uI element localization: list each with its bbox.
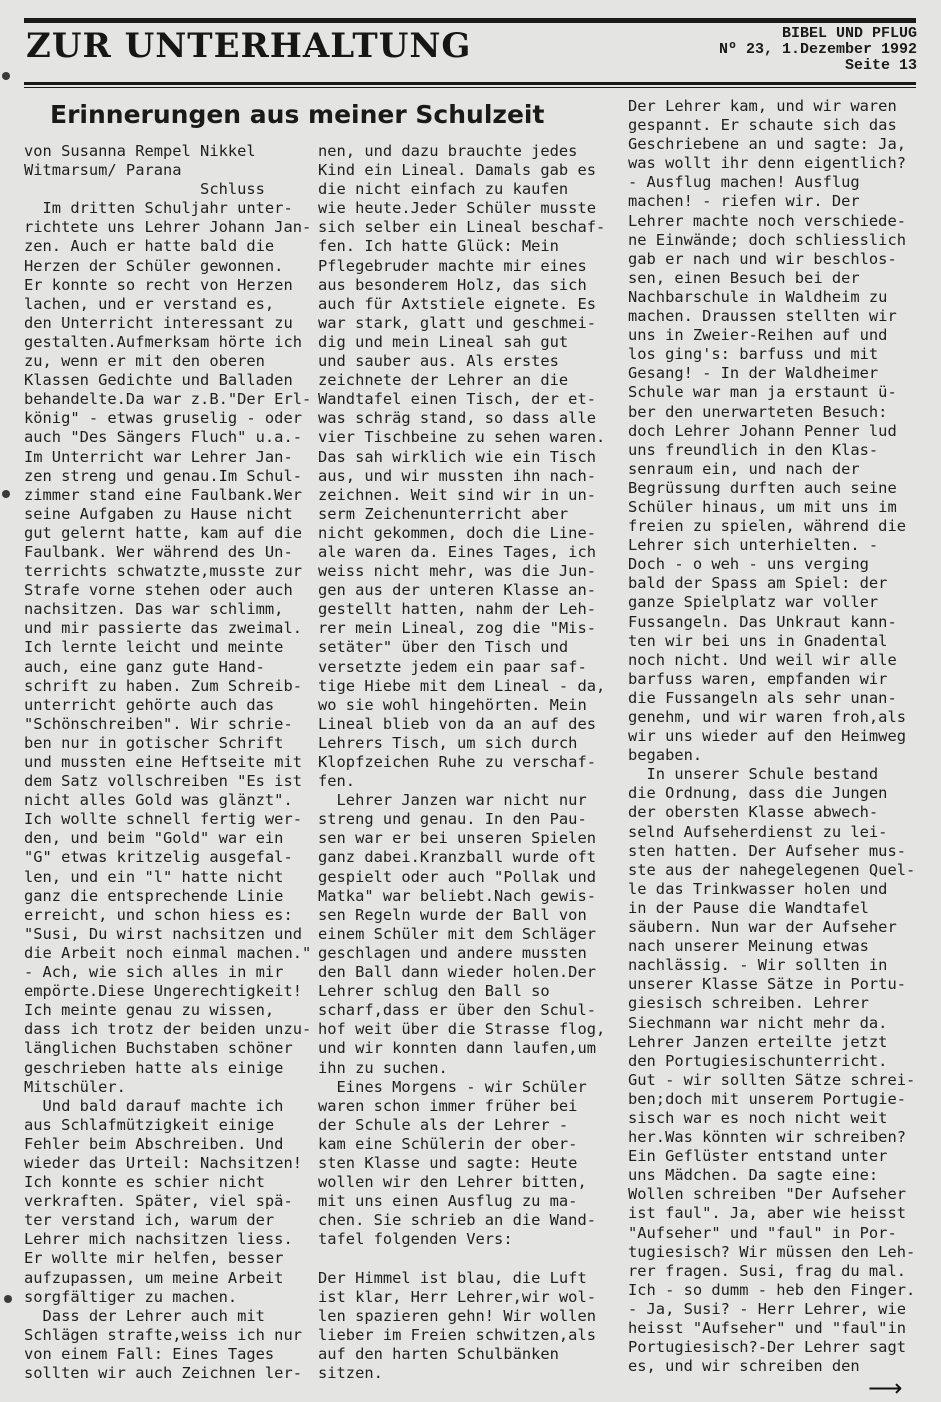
text-line: Schlägen strafte,weiss ich nur xyxy=(24,1325,302,1344)
text-line: ganz die entsprechende Linie xyxy=(24,886,284,905)
text-line: uns Mädchen. Da sagte eine: xyxy=(628,1166,879,1185)
text-line: weiss nicht mehr, was die Jun- xyxy=(318,562,596,581)
text-line: dig und mein Lineal sah gut xyxy=(318,332,569,351)
text-line: ihn zu suchen. xyxy=(318,1058,448,1077)
text-line: wieder das Urteil: Nachsitzen! xyxy=(24,1153,302,1172)
text-line: sich selber ein Lineal beschaf- xyxy=(318,218,606,237)
text-line: dem Satz vollschreiben "Es ist xyxy=(24,772,302,791)
text-line: richtete uns Lehrer Johann Jan- xyxy=(24,218,312,237)
text-line: tige Hiebe mit dem Lineal - da, xyxy=(318,676,606,695)
text-line: gespielt oder auch "Pollak und xyxy=(318,867,596,886)
text-line: den, und beim "Gold" war ein xyxy=(24,829,284,848)
text-line: noch nicht. Und weil wir alle xyxy=(628,650,897,669)
text-line: ganze Spielplatz war voller xyxy=(628,593,879,612)
text-line: ganz dabei.Kranzball wurde oft xyxy=(318,848,596,867)
text-line: los ging's: barfuss und mit xyxy=(628,345,879,364)
text-line: nicht gekommen, doch die Line- xyxy=(318,523,596,542)
text-line: säubern. Nun war der Aufseher xyxy=(628,918,897,937)
text-line: ne Einwände; doch schliesslich xyxy=(628,230,906,249)
text-line: Schule war man ja erstaunt ü- xyxy=(628,383,897,402)
text-line: machen! - riefen wir. Der xyxy=(628,192,860,211)
text-line: le das Trinkwasser holen und xyxy=(628,879,888,898)
text-line: sitzen. xyxy=(318,1364,383,1382)
text-line: zeichnen. Weit sind wir in un- xyxy=(318,485,596,504)
text-line: sorgfältiger zu machen. xyxy=(24,1287,238,1306)
text-line: den Unterricht interessant zu xyxy=(24,313,293,332)
text-line: her.Was könnten wir schreiben? xyxy=(628,1128,906,1147)
text-line: Lehrer mich nachsitzen liess. xyxy=(24,1230,293,1249)
text-line: unserer Klasse Sätze in Portu- xyxy=(628,975,906,994)
text-line: geschlagen und andere mussten xyxy=(318,943,587,962)
text-line: "G" etwas kritzelig ausgefal- xyxy=(24,848,293,867)
text-line: zen streng und genau.Im Schul- xyxy=(24,466,302,485)
text-line: len, und ein "l" hatte nicht xyxy=(24,867,284,886)
header-rule-top xyxy=(24,18,916,23)
text-line: Fehler beim Abschreiben. Und xyxy=(24,1134,284,1153)
text-line: freien zu spielen, während die xyxy=(628,517,906,536)
text-line: Im dritten Schuljahr unter- xyxy=(24,199,293,218)
text-line: wir uns wieder auf den Heimweg xyxy=(628,727,906,746)
text-line: versetzte jedem ein paar saf- xyxy=(318,657,587,676)
text-line: ist klar, Herr Lehrer,wir wol- xyxy=(318,1287,596,1306)
text-line: empörte.Diese Ungerechtigkeit! xyxy=(24,982,302,1001)
text-line: Portugiesisch?-Der Lehrer sagt xyxy=(628,1338,906,1357)
text-line: es, und wir schreiben den xyxy=(628,1357,860,1376)
text-line: die Fussangeln als sehr unan- xyxy=(628,688,897,707)
text-line: Lehrers Tisch, um sich durch xyxy=(318,733,578,752)
text-line: serm Zeichenunterricht aber xyxy=(318,504,569,523)
text-line: hof weit über die Strasse flog, xyxy=(318,1020,606,1039)
text-line: Klassen Gedichte und Balladen xyxy=(24,371,293,390)
text-line: uns in Zweier-Reihen auf und xyxy=(628,326,888,345)
text-line: was schräg stand, so dass alle xyxy=(318,409,596,428)
text-line: doch Lehrer Johann Penner lud xyxy=(628,421,897,440)
text-line: und sauber aus. Als erstes xyxy=(318,352,559,371)
text-line: auch für Axtstiele eignete. Es xyxy=(318,294,596,313)
text-line: und mir passierte das zweimal. xyxy=(24,619,302,638)
text-line: Wandtafel einen Tisch, der et- xyxy=(318,390,596,409)
text-line: - Ausflug machen! Ausflug xyxy=(628,173,860,192)
text-line: Eines Morgens - wir Schüler xyxy=(318,1077,587,1096)
text-line: verkraften. Später, viel spä- xyxy=(24,1192,293,1211)
text-line: geschrieben hatte als einige xyxy=(24,1058,284,1077)
text-line: len spazieren gehn! Wir wollen xyxy=(318,1306,596,1325)
text-line: seine Aufgaben zu Hause nicht xyxy=(24,504,293,523)
text-line: den Ball dann wieder holen.Der xyxy=(318,963,596,982)
section-title: ZUR UNTERHALTUNG xyxy=(26,26,472,66)
text-line: Schüler hinaus, um mit uns im xyxy=(628,497,897,516)
text-line: nachlässig. - Wir sollten in xyxy=(628,956,888,975)
text-line: Mitschüler. xyxy=(24,1077,126,1096)
text-line: chen. Sie schrieb an die Wand- xyxy=(318,1211,596,1230)
text-line: auch, eine ganz gute Hand- xyxy=(24,657,265,676)
text-line: Der Lehrer kam, und wir waren xyxy=(628,97,897,115)
text-line: rer fragen. Susi, frag du mal. xyxy=(628,1261,906,1280)
text-line: sen war er bei unseren Spielen xyxy=(318,829,596,848)
text-line: heisst "Aufseher" und "faul"in xyxy=(628,1319,906,1337)
text-line: bald der Spass am Spiel: der xyxy=(628,574,888,593)
text-line: der Schule als der Lehrer - xyxy=(318,1115,569,1134)
text-line: streng und genau. In den Pau- xyxy=(318,810,587,829)
text-line: Kind ein Lineal. Damals gab es xyxy=(318,161,596,180)
text-line: setäter" über den Tisch und xyxy=(318,638,569,657)
text-line: ale waren da. Eines Tages, ich xyxy=(318,542,596,561)
text-line: Und bald darauf machte ich xyxy=(24,1096,284,1115)
text-line: und wir konnten dann laufen,um xyxy=(318,1039,596,1058)
text-line: Nachbarschule in Waldheim zu xyxy=(628,287,888,306)
text-line: der obersten Klasse abwech- xyxy=(628,803,879,822)
text-line: gen aus der unteren Klasse an- xyxy=(318,581,596,600)
text-line: sen, einen Besuch bei der xyxy=(628,268,860,287)
text-line: Lineal blieb von da an auf des xyxy=(318,714,596,733)
text-line: Begrüssung durften auch seine xyxy=(628,478,897,497)
text-line xyxy=(318,1249,605,1268)
text-line: zeichnete der Lehrer an die xyxy=(318,371,569,390)
header-rule-bottom-thin xyxy=(24,87,916,88)
text-line: Lehrer machte noch verschiede- xyxy=(628,211,906,230)
text-line: Faulbank. Wer während des Un- xyxy=(24,542,293,561)
text-line: ben nur in gotischer Schrift xyxy=(24,733,284,752)
text-line: länglichen Buchstaben schöner xyxy=(24,1039,293,1058)
text-line: "Aufseher" und "faul" in Por- xyxy=(628,1223,897,1242)
article-column-2 xyxy=(318,142,605,1383)
text-line: "Schönschreiben". Wir schrie- xyxy=(24,714,293,733)
text-line: nachsitzen. Das war schlimm, xyxy=(24,600,284,619)
text-line: ben;doch mit unserem Portugie- xyxy=(628,1089,906,1108)
text-line: Lehrer Janzen erteilte jetzt xyxy=(628,1032,888,1051)
text-line: Strafe vorne stehen oder auch xyxy=(24,581,293,600)
text-line: "Susi, Du wirst nachsitzen und xyxy=(24,924,302,943)
punch-hole xyxy=(2,490,10,498)
text-line: den Portugiesischunterricht. xyxy=(628,1051,888,1070)
text-line: ten wir bei uns in Gnadental xyxy=(628,631,888,650)
text-line: mit uns einen Ausflug zu ma- xyxy=(318,1192,578,1211)
text-line: und mussten eine Heftseite mit xyxy=(24,753,302,771)
text-line: nicht alles Gold was glänzt". xyxy=(24,791,293,810)
text-line: schrift zu haben. Zum Schreib- xyxy=(24,676,302,695)
text-line: ist faul". Ja, aber wie heisst xyxy=(628,1204,906,1223)
text-line: gestellt hatten, nahm der Leh- xyxy=(318,600,596,619)
text-line: von Susanna Rempel Nikkel xyxy=(24,142,256,160)
text-line: die nicht einfach zu kaufen xyxy=(318,180,569,199)
text-line: nen, und dazu brauchte jedes xyxy=(318,142,578,160)
article-column-3 xyxy=(628,97,915,1376)
punch-hole xyxy=(4,1295,12,1303)
text-line: lieber im Freien schwitzen,als xyxy=(318,1325,596,1344)
text-line: Doch - o weh - uns verging xyxy=(628,555,869,574)
text-line: terrichts schwatzte,musste zur xyxy=(24,562,302,581)
article-title: Erinnerungen aus meiner Schulzeit xyxy=(50,100,545,129)
text-line: begaben. xyxy=(628,746,703,765)
text-line: fen. xyxy=(318,772,356,791)
text-line: Lehrer Janzen war nicht nur xyxy=(318,791,587,810)
text-line: Ich lernte leicht und meinte xyxy=(24,638,284,657)
text-line: die Arbeit noch einmal machen." xyxy=(24,943,312,962)
text-line: gestalten.Aufmerksam hörte ich xyxy=(24,332,302,351)
text-line: Wollen schreiben "Der Aufseher xyxy=(628,1185,906,1204)
text-line: aus besonderem Holz, das sich xyxy=(318,275,587,294)
text-line: Er wollte mir helfen, besser xyxy=(24,1249,284,1268)
text-line: uns freundlich in den Klas- xyxy=(628,440,879,459)
text-line: die Ordnung, dass die Jungen xyxy=(628,784,888,803)
text-line: gespannt. Er schaute sich das xyxy=(628,116,897,135)
issue-date: Nº 23, 1.Dezember 1992 xyxy=(718,41,917,58)
text-line: auch "Des Sängers Fluch" u.a.- xyxy=(24,428,302,447)
text-line: war stark, glatt und geschmei- xyxy=(318,313,596,332)
text-line: in der Pause die Wandtafel xyxy=(628,898,869,917)
text-line: Dass der Lehrer auch mit xyxy=(24,1306,265,1325)
text-line: scharf,dass er über den Schul- xyxy=(318,1001,596,1020)
text-line: einem Schüler mit dem Schläger xyxy=(318,924,596,943)
text-line: Das sah wirklich wie ein Tisch xyxy=(318,447,596,466)
text-line: kam eine Schülerin der ober- xyxy=(318,1134,578,1153)
text-line: ste aus der nahegelegenen Quel- xyxy=(628,860,916,879)
text-line: genehm, und wir waren froh,als xyxy=(628,708,906,726)
text-line: sten hatten. Der Aufseher mus- xyxy=(628,841,906,860)
text-line: von einem Fall: Eines Tages xyxy=(24,1344,275,1363)
text-line: behandelte.Da war z.B."Der Erl- xyxy=(24,390,312,409)
text-line: barfuss waren, empfanden wir xyxy=(628,669,888,688)
text-line: Lehrer sich unterhielten. - xyxy=(628,536,879,555)
text-line: Matka" war beliebt.Nach gewis- xyxy=(318,886,596,905)
text-line: Ich konnte es schier nicht xyxy=(24,1173,265,1192)
text-line: Herzen der Schüler gewonnen. xyxy=(24,256,284,275)
text-line: Er konnte so recht von Herzen xyxy=(24,275,293,294)
text-line: aufzupassen, um meine Arbeit xyxy=(24,1268,284,1287)
publication-name: BIBEL UND PFLUG xyxy=(781,25,917,42)
text-line: In unserer Schule bestand xyxy=(628,765,879,784)
text-line: selnd Aufseherdienst zu lei- xyxy=(628,822,888,841)
text-line: wo sie wohl hingehörten. Mein xyxy=(318,695,587,714)
text-line: tafel folgenden Vers: xyxy=(318,1230,513,1249)
text-line: könig" - etwas gruselig - oder xyxy=(24,409,302,428)
text-line: ter verstand ich, warum der xyxy=(24,1211,275,1230)
text-line: nach unserer Meinung etwas xyxy=(628,937,869,956)
page-number: Seite 13 xyxy=(844,57,917,74)
punch-hole xyxy=(2,72,10,80)
text-line: sen Regeln wurde der Ball von xyxy=(318,905,587,924)
text-line: Geschriebene an und sagte: Ja, xyxy=(628,135,906,154)
text-line: Der Himmel ist blau, die Luft xyxy=(318,1268,587,1287)
text-line: erreicht, und schon hiess es: xyxy=(24,905,293,924)
text-line: Schluss xyxy=(24,180,265,199)
text-line: auf den harten Schulbänken xyxy=(318,1344,559,1363)
text-line: zu, wenn er mit den oberen xyxy=(24,352,265,371)
text-line: aus, und wir mussten ihn nach- xyxy=(318,466,596,485)
text-line: Ich meinte genau zu wissen, xyxy=(24,1001,275,1020)
issue-info xyxy=(719,26,917,74)
text-line: Ein Geflüster entstand unter xyxy=(628,1147,888,1166)
text-line: Lehrer schlug den Ball so xyxy=(318,982,550,1001)
text-line: gab er nach und wir beschlos- xyxy=(628,249,897,268)
text-line: wie heute.Jeder Schüler musste xyxy=(318,199,596,218)
header-rule-bottom xyxy=(24,82,916,85)
text-line: rer mein Lineal, zog die "Mis- xyxy=(318,619,596,638)
text-line: Pflegebruder machte mir eines xyxy=(318,256,587,275)
text-line: Siechmann war nicht mehr da. xyxy=(628,1013,888,1032)
text-line: gut gelernt hatte, kam auf die xyxy=(24,523,302,542)
text-line: Fussangeln. Das Unkraut kann- xyxy=(628,612,897,631)
text-line: sollten wir auch Zeichnen ler- xyxy=(24,1364,302,1382)
text-line: sisch war es noch nicht weit xyxy=(628,1108,888,1127)
text-line: Ich wollte schnell fertig wer- xyxy=(24,810,302,829)
text-line: giesisch schreiben. Lehrer xyxy=(628,994,869,1013)
text-line: Gesang! - In der Waldheimer xyxy=(628,364,879,383)
text-line: unterricht gehörte auch das xyxy=(24,695,275,714)
text-line: vier Tischbeine zu sehen waren. xyxy=(318,428,606,447)
text-line: zen. Auch er hatte bald die xyxy=(24,237,275,256)
text-line: sten Klasse und sagte: Heute xyxy=(318,1153,578,1172)
text-line: tugiesisch? Wir müssen den Leh- xyxy=(628,1242,916,1261)
text-line: machen. Draussen stellten wir xyxy=(628,307,897,326)
text-line: lachen, und er verstand es, xyxy=(24,294,275,313)
article-column-1 xyxy=(24,142,311,1383)
text-line: Im Unterricht war Lehrer Jan- xyxy=(24,447,293,466)
text-line: Witmarsum/ Parana xyxy=(24,161,182,180)
text-line: Ich - so dumm - heb den Finger. xyxy=(628,1280,916,1299)
text-line: fen. Ich hatte Glück: Mein xyxy=(318,237,559,256)
text-line: aus Schlafmützigkeit einige xyxy=(24,1115,275,1134)
arrow-right-icon: ⟶ xyxy=(868,1374,903,1402)
text-line: dass ich trotz der beiden unzu- xyxy=(24,1020,312,1039)
text-line: zimmer stand eine Faulbank.Wer xyxy=(24,485,302,504)
text-line: senraum ein, und nach der xyxy=(628,459,860,478)
text-line: Klopfzeichen Ruhe zu verschaf- xyxy=(318,753,596,771)
text-line: wollen wir den Lehrer bitten, xyxy=(318,1173,587,1192)
text-line: ber den unerwarteten Besuch: xyxy=(628,402,888,421)
text-line: - Ach, wie sich alles in mir xyxy=(24,963,284,982)
text-line: waren schon immer früher bei xyxy=(318,1096,578,1115)
text-line: was wollt ihr denn eigentlich? xyxy=(628,154,906,173)
text-line: - Ja, Susi? - Herr Lehrer, wie xyxy=(628,1299,906,1318)
text-line: Gut - wir sollten Sätze schrei- xyxy=(628,1070,916,1089)
